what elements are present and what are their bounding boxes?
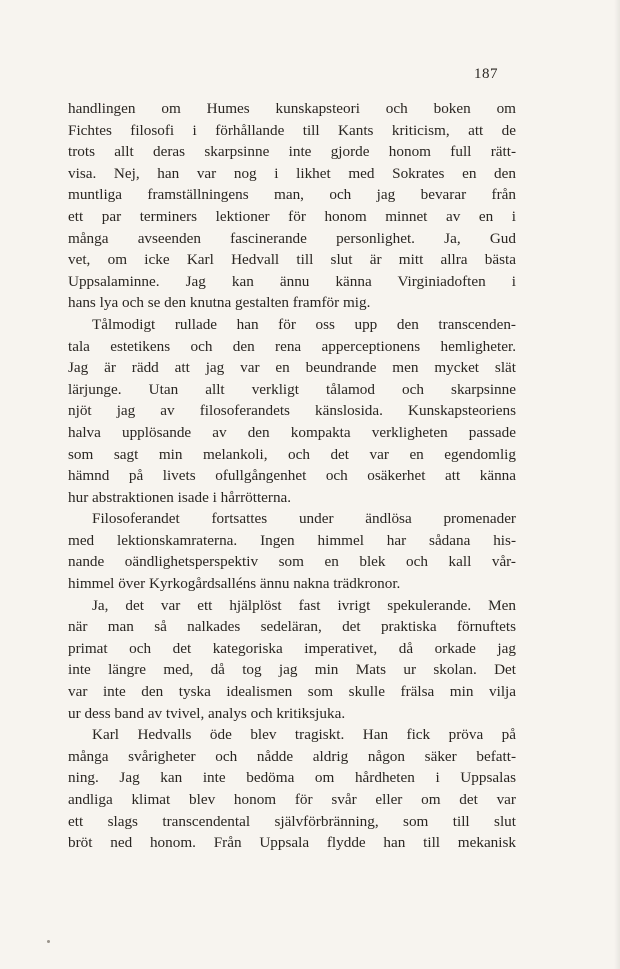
text-line: Karl Hedvalls öde blev tragiskt. Han fick pröva på (92, 726, 516, 744)
text-line: lärjunge. Utan allt verkligt tålamod och skarpsinne (68, 380, 516, 398)
text-line: när man så nalkades sedeläran, det praktiska förnuftets (68, 618, 516, 636)
text-line: njöt jag av filosoferandets känslosida. Kunskapsteoriens (68, 402, 516, 420)
text-line: handlingen om Humes kunskapsteori och boken om (68, 100, 516, 117)
text-line: med lektionskamraterna. Ingen himmel har sådana his- (68, 531, 516, 549)
text-line: ning. Jag kan inte bedöma om hårdheten i Uppsalas (68, 769, 516, 787)
text-line: hämnd på livets ofullgångenhet och osäkerhet att känna (68, 467, 516, 485)
text-line: många avseenden fascinerande personlighet. Ja, Gud (68, 229, 516, 247)
text-line: många svårigheter och nådde aldrig någon säker befatt- (68, 747, 516, 765)
text-line: himmel över Kyrkogårdsalléns ännu nakna trädkronor. (68, 575, 401, 593)
page-edge-shadow (614, 0, 620, 969)
text-line: vet, om icke Karl Hedvall till slut är mitt allra bästa (68, 251, 516, 269)
text-line: visa. Nej, han var nog i likhet med Sokrates en den (68, 164, 516, 182)
text-line: primat och det kategoriska imperativet, då orkade jag (68, 639, 516, 657)
text-line: tala estetikens och den rena apperceptionens hemligheter. (68, 337, 516, 355)
text-line: ett slags transcendental självförbränning, som till slut (68, 812, 516, 830)
paper-speck (47, 940, 50, 943)
page-number: 187 (474, 66, 498, 82)
text-line: Fichtes filosofi i förhållande till Kants kriticism, att de (68, 121, 516, 139)
text-line: Jag är rädd att jag var en beundrande men mycket slät (68, 359, 516, 377)
text-line: andliga klimat blev honom för svår eller om det var (68, 791, 516, 808)
text-line: Ja, det var ett hjälplöst fast ivrigt spekulerande. Men (92, 596, 516, 614)
text-line: muntliga framställningens man, och jag bevarar från (68, 186, 516, 204)
text-line: trots allt deras skarpsinne inte gjorde honom full rätt- (68, 143, 516, 161)
text-line: nande oändlighetsperspektiv som en blek och kall vår- (68, 553, 516, 571)
text-line: var inte den tyska idealismen som skulle frälsa min vilja (68, 683, 516, 701)
body-text (68, 98, 516, 854)
text-line: ur dess band av tvivel, analys och kritiksjuka. (68, 704, 346, 722)
text-line: inte längre med, då tog jag min Mats ur skolan. Det (68, 661, 516, 679)
text-line: som sagt min melankoli, och det var en egendomlig (68, 445, 516, 463)
text-line: bröt ned honom. Från Uppsala flydde han till mekanisk (68, 834, 516, 852)
text-line: halva upplösande av den kompakta verkligheten passade (68, 423, 516, 441)
text-line: Filosoferandet fortsattes under ändlösa promenader (92, 510, 516, 528)
text-line: hans lya och se den knutna gestalten framför mig. (68, 294, 371, 312)
text-line: ett par terminers lektioner för honom minnet av en i (68, 207, 516, 225)
text-line: Tålmodigt rullade han för oss upp den transcenden- (92, 315, 516, 333)
text-line: hur abstraktionen isade i hårrötterna. (68, 488, 292, 506)
text-line: Uppsalaminne. Jag kan ännu känna Virginiadoften i (68, 272, 516, 290)
